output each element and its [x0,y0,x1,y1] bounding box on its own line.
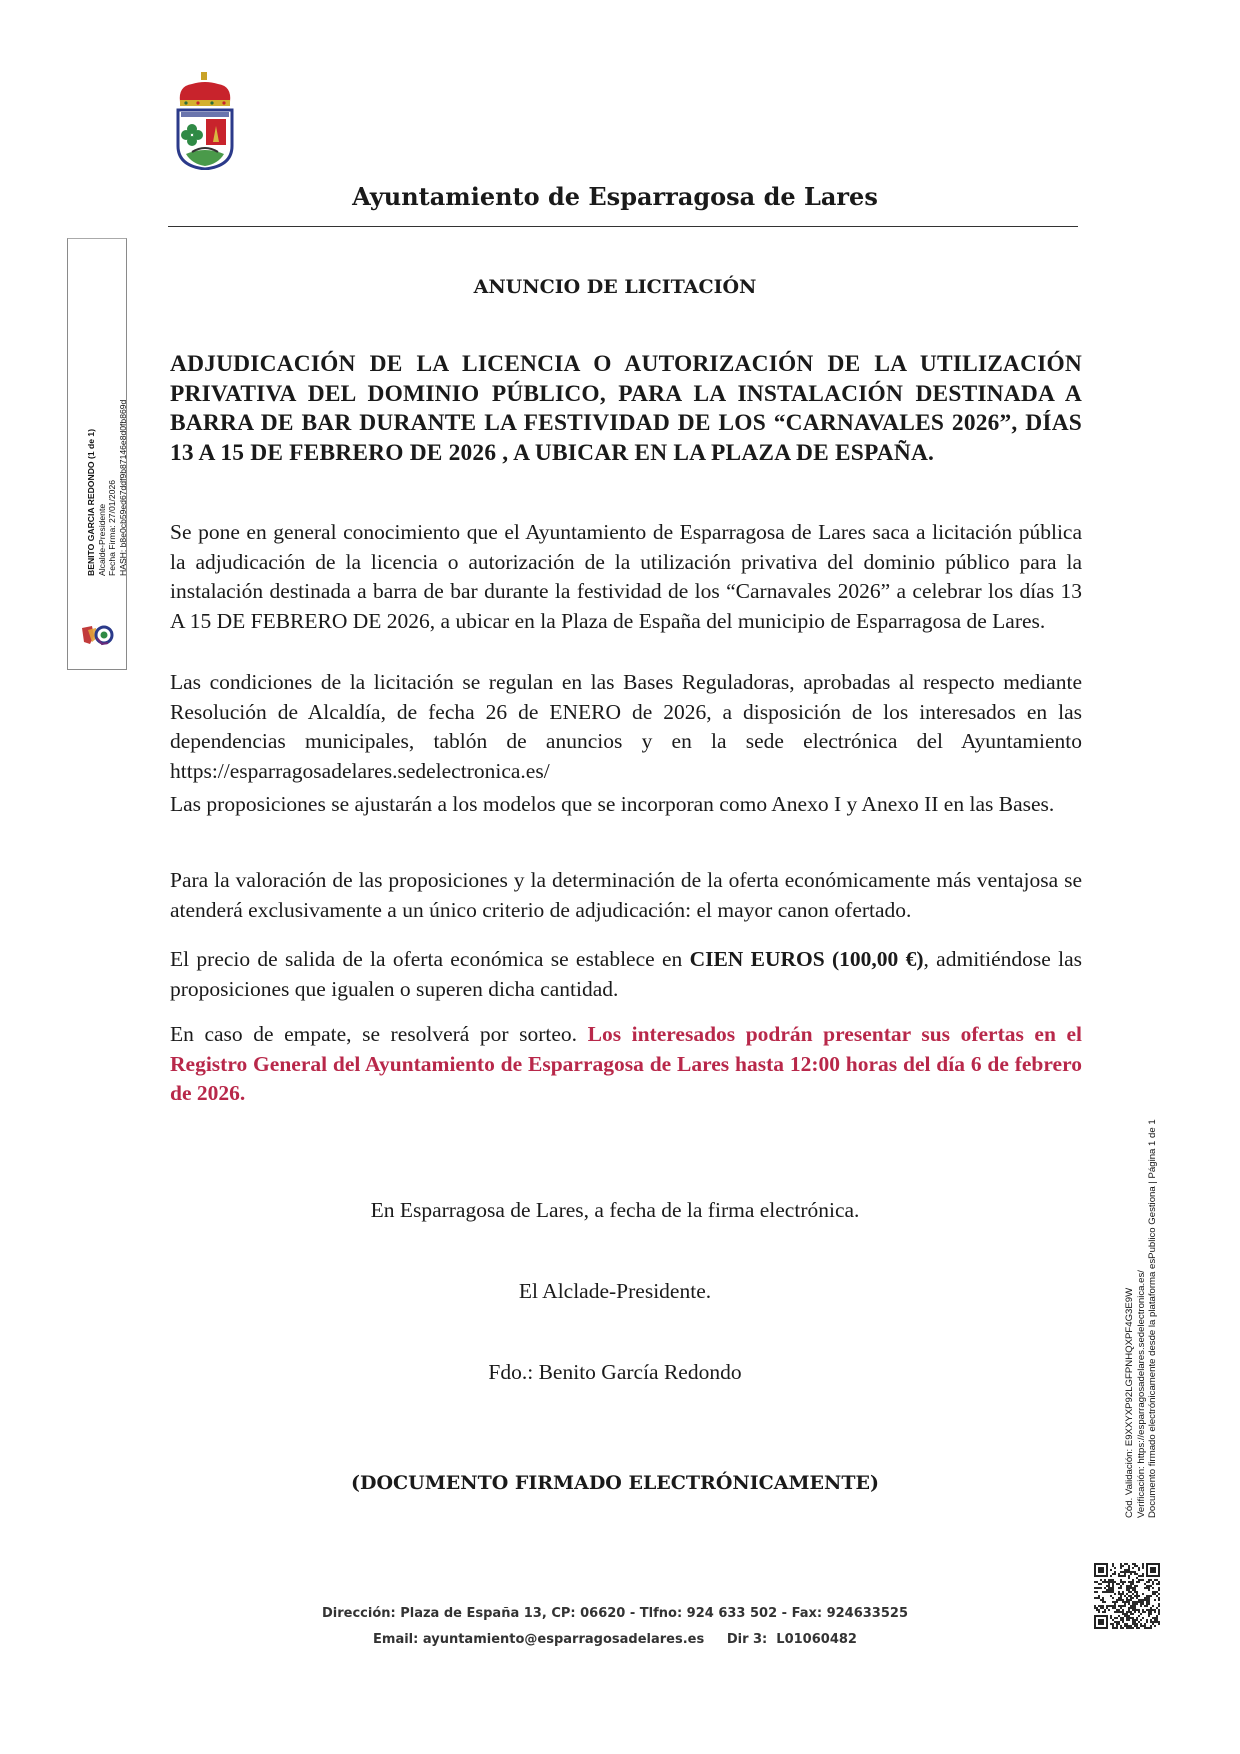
signer-role: El Alclade-Presidente. [518,1279,712,1303]
qr-code-icon[interactable] [1094,1563,1160,1629]
coat-of-arms-icon [172,72,238,170]
tiebreak-text: En caso de empate, se resolverá por sorteo. [170,1022,588,1046]
paragraph-criteria: Para la valoración de las proposiciones y la determinación de la oferta económicamente más ventajosa se atenderá exclusivamente a un único criterio de adjudicación: el mayor canon ofertado. [170,868,1082,922]
document-subject: ADJUDICACIÓN DE LA LICENCIA O AUTORIZACIÓN DE LA UTILIZACIÓN PRIVATIVA DEL DOMINIO PÚBLICO, PARA LA INSTALACIÓN DESTINADA A BARRA DE BAR DURANTE LA FESTIVIDAD DE LOS “CARNAVALES 2026”, DÍAS 13 A 15 DE FEBRERO DE 2026 , A UBICAR EN LA PLAZA DE ESPAÑA. [170,351,1082,466]
paragraph-proposals: Las proposiciones se ajustarán a los modelos que se incorporan como Anexo I y Anexo II en las Bases. [170,792,1055,816]
document-heading: ANUNCIO DE LICITACIÓN [473,276,757,298]
platform-page-info: Documento firmado electrónicamente desde la plataforma esPublico Gestiona | Página 1 de 1 [1147,1119,1158,1518]
footer-contact: Email: ayuntamiento@esparragosadelares.es Dir 3: L01060482 [373,1632,857,1647]
electronic-signature-note: (DOCUMENTO FIRMADO ELECTRÓNICAMENTE) [350,1472,879,1494]
header-divider [168,226,1078,227]
verification-text [1124,1119,1159,1518]
price-amount: CIEN EUROS (100,00 €) [689,947,924,971]
signer-name: Fdo.: Benito García Redondo [488,1360,742,1384]
signature-date: Fecha Firma: 27/01/2026 [107,479,117,576]
deadline-highlight: Los interesados podrán presentar sus ofertas en el Registro General del Ayuntamiento de Esparragosa de Lares hasta 12:00 horas del día 6 de febrero de 2026. [170,1022,1082,1105]
signature-role: Alcalde-Presidente [96,503,107,576]
price-text-before: El precio de salida de la oferta económica se establece en [170,947,690,971]
price-text-after: , admitiéndose las proposiciones que igualen o superen dicha cantidad. [170,947,1082,1001]
verification-url[interactable]: Verificación: https://esparragosadelares.sedelectronica.es/ [1135,1270,1147,1518]
paragraph-price [170,945,1082,1004]
validation-code: Cód. Validación: E9XXYXP92LGFPNHQXPF4G3E9W [1124,1287,1135,1518]
signature-stamp-text [86,400,128,576]
paragraph-deadline [170,1020,1082,1109]
espublico-logo-icon [80,622,114,648]
paragraph-announcement: Se pone en general conocimiento que el Ayuntamiento de Esparragosa de Lares saca a licitación pública la adjudicación de la licencia o autorización de la utilización privativa del dominio público para la instalación destinada a barra de bar durante la festividad de los “Carnavales 2026” a celebrar los días 13 A 15 DE FEBRERO DE 2026, a ubicar en la Plaza de España del municipio de Esparragosa de Lares. [170,520,1082,633]
closing-place-date: En Esparragosa de Lares, a fecha de la firma electrónica. [370,1198,860,1222]
signature-hash: HASH: b8e0cb59ed67ddf9b87146e8d0fb869d [117,399,128,576]
organization-name: Ayuntamiento de Esparragosa de Lares [352,182,878,211]
signature-signer: BENITO GARCIA REDONDO (1 de 1) [86,428,96,576]
footer-address: Dirección: Plaza de España 13, CP: 06620 - Tlfno: 924 633 502 - Fax: 924633525 [321,1606,908,1621]
paragraph-conditions: Las condiciones de la licitación se regulan en las Bases Reguladoras, aprobadas al respecto mediante Resolución de Alcaldía, de fecha 26 de ENERO de 2026, a disposición de los interesados en las dependencias municipales, tablón de anuncios y en la sede electrónica del Ayuntamiento https://esparragosadelares.sedelectronica.es/ [170,670,1082,783]
